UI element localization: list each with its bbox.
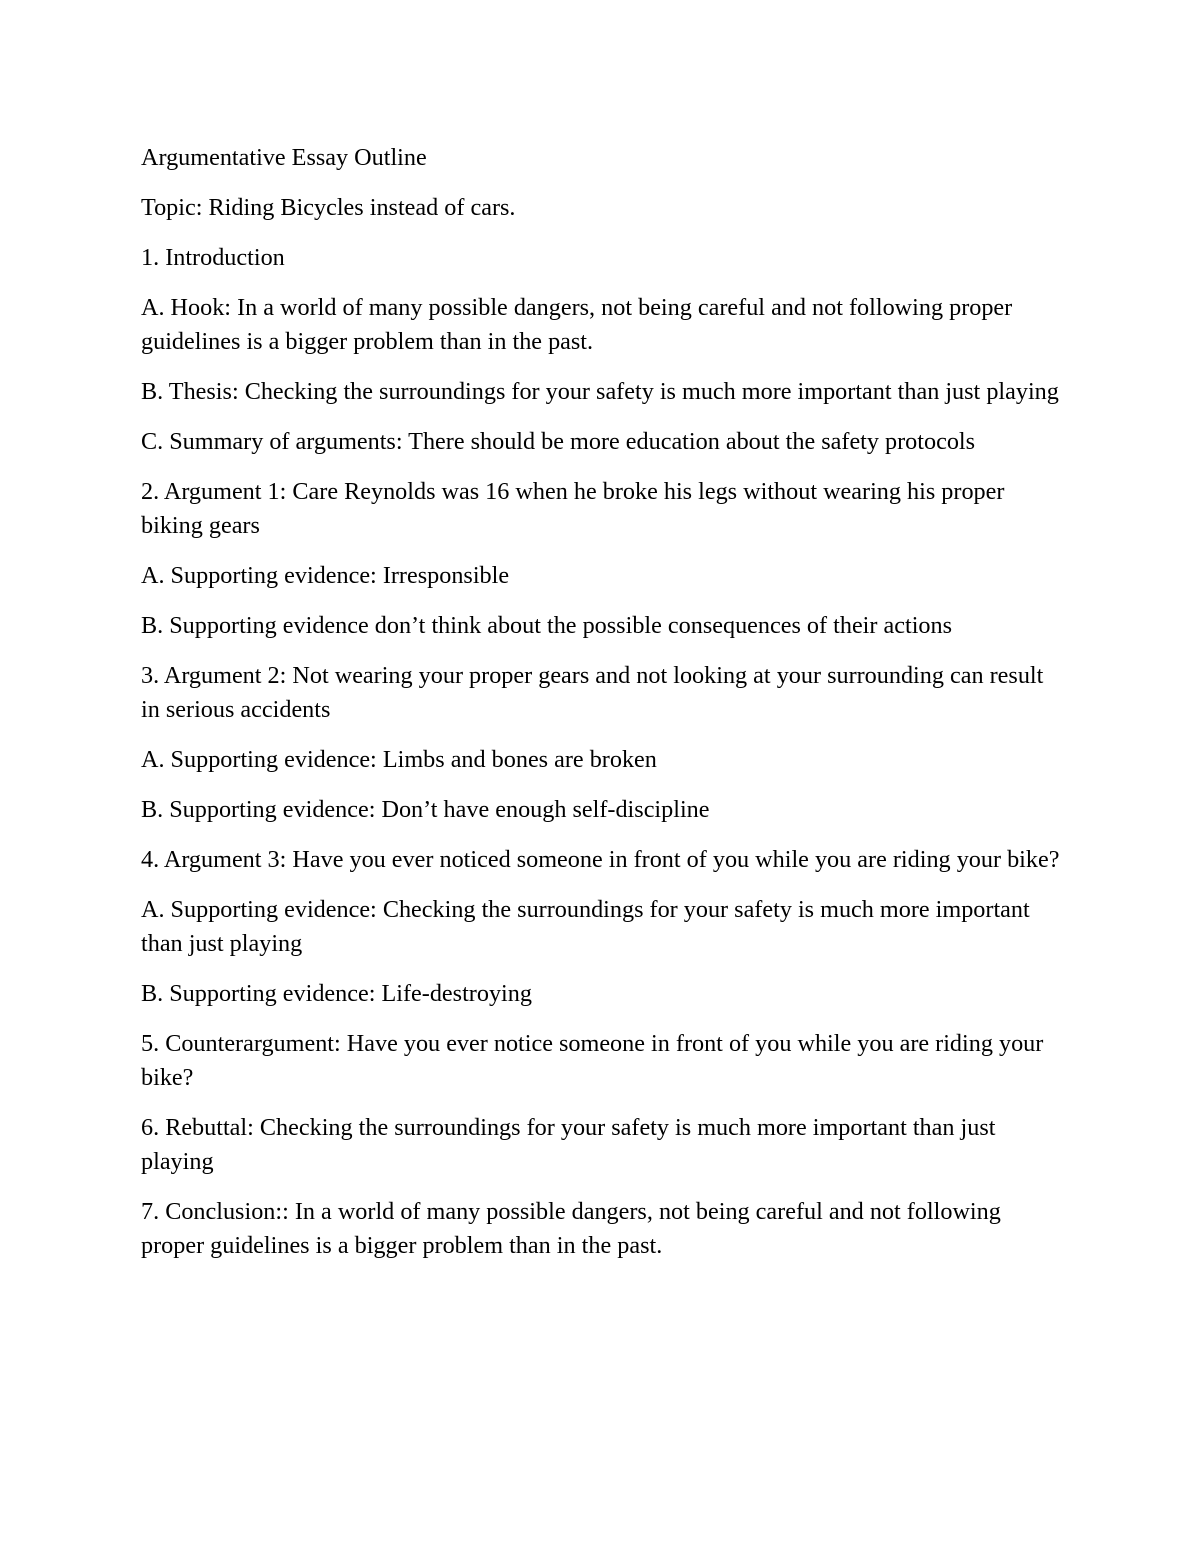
outline-item-rebuttal: 6. Rebuttal: Checking the surroundings for your safety is much more important than just playing (141, 1114, 996, 1175)
outline-item-argument-2: 3. Argument 2: Not wearing your proper gears and not looking at your surrounding can result in serious accidents (141, 662, 1044, 723)
outline-item-argument-3: 4. Argument 3: Have you ever noticed someone in front of you while you are riding your bike? (141, 846, 1060, 873)
outline-item-conclusion: 7. Conclusion:: In a world of many possible dangers, not being careful and not following proper guidelines is a bigger problem than in the past. (141, 1198, 1001, 1259)
outline-item-argument-2-evidence-b: B. Supporting evidence: Don’t have enough self-discipline (141, 796, 710, 823)
outline-item-thesis: B. Thesis: Checking the surroundings for your safety is much more important than just playing (141, 378, 1059, 405)
outline-item-counterargument: 5. Counterargument: Have you ever notice someone in front of you while you are riding your bike? (141, 1030, 1044, 1091)
outline-item-argument-2-evidence-a: A. Supporting evidence: Limbs and bones are broken (141, 746, 657, 773)
outline-item-argument-3-evidence-a: A. Supporting evidence: Checking the surroundings for your safety is much more important than just playing (141, 896, 1030, 957)
outline-item-summary: C. Summary of arguments: There should be more education about the safety protocols (141, 428, 976, 455)
outline-item-argument-1-evidence-a: A. Supporting evidence: Irresponsible (141, 562, 510, 589)
outline-item-argument-3-evidence-b: B. Supporting evidence: Life-destroying (141, 980, 532, 1007)
document-title: Argumentative Essay Outline (141, 144, 427, 171)
outline-item-introduction: 1. Introduction (141, 244, 285, 271)
outline-item-argument-1-evidence-b: B. Supporting evidence don’t think about the possible consequences of their actions (141, 612, 953, 639)
document-body (141, 141, 1061, 1279)
outline-item-hook: A. Hook: In a world of many possible dangers, not being careful and not following proper guidelines is a bigger problem than in the past. (141, 294, 1013, 355)
outline-item-argument-1: 2. Argument 1: Care Reynolds was 16 when he broke his legs without wearing his proper biking gears (141, 478, 1005, 539)
document-topic: Topic: Riding Bicycles instead of cars. (141, 194, 516, 221)
